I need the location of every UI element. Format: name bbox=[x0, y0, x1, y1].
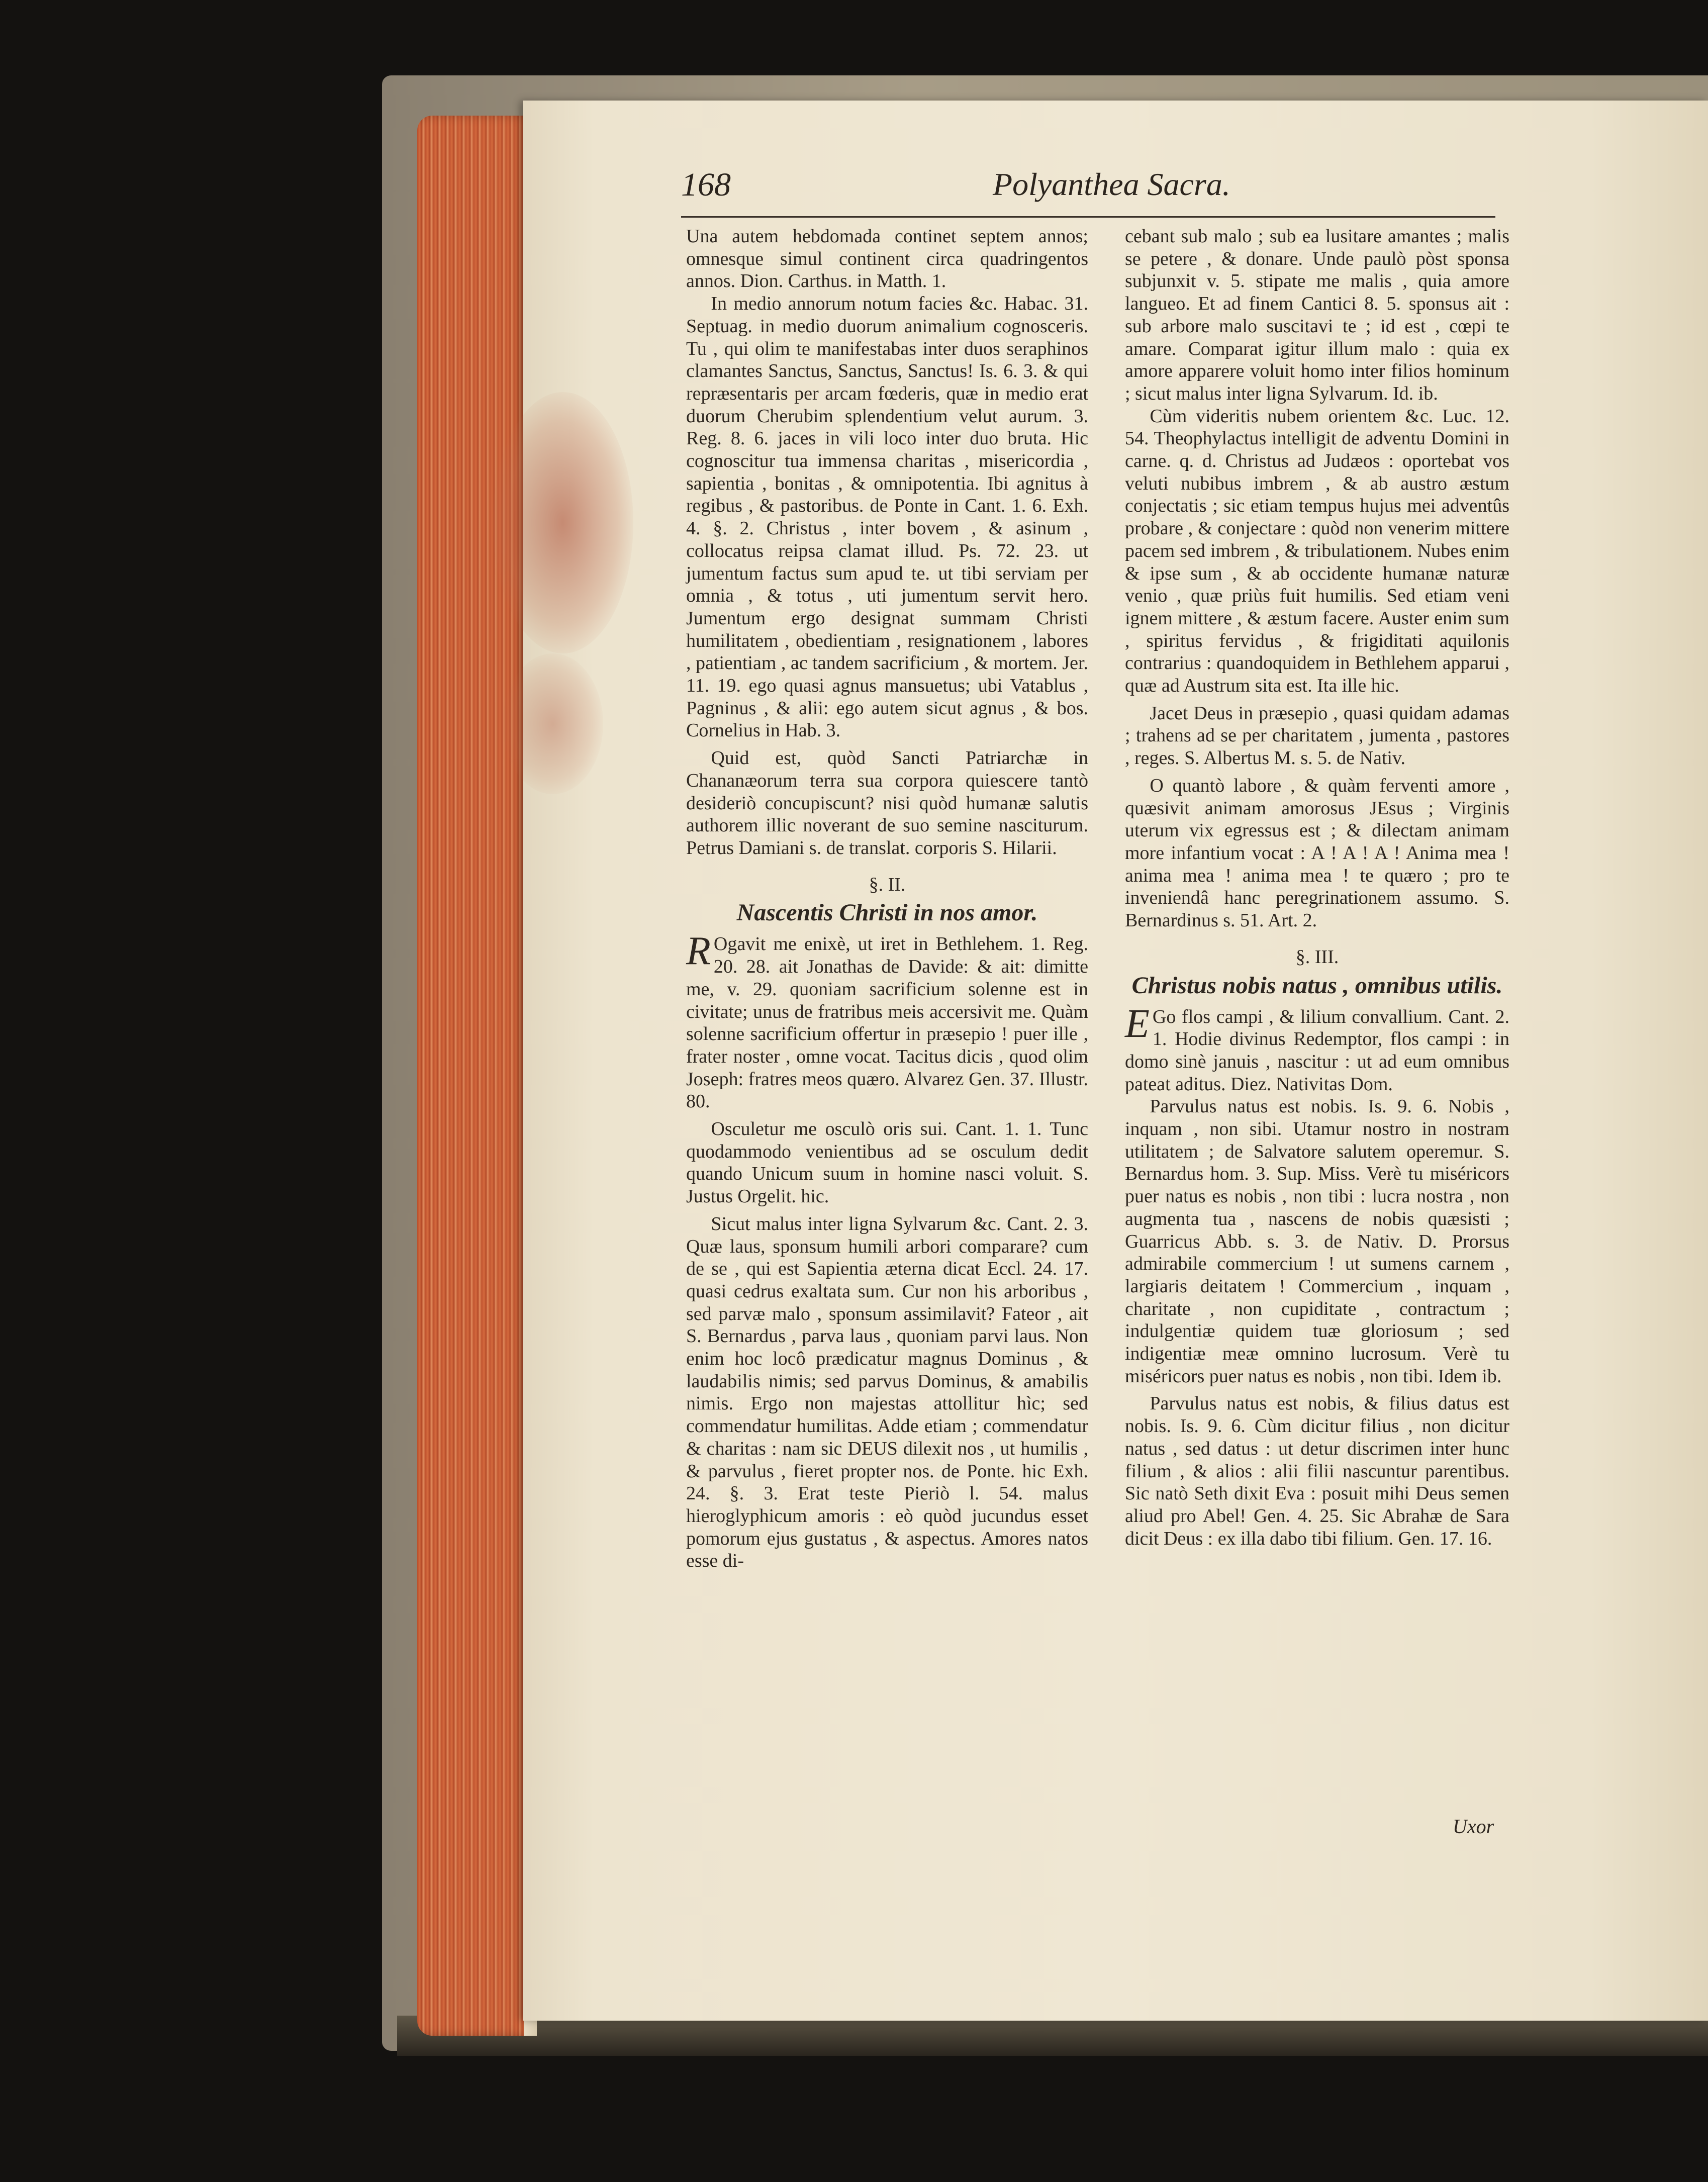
page-stain bbox=[503, 653, 603, 794]
left-column bbox=[686, 225, 1088, 1572]
running-head bbox=[681, 166, 1521, 214]
section-title: Christus nobis natus , omnibus utilis. bbox=[1131, 972, 1503, 999]
page-stain bbox=[493, 392, 633, 653]
paragraph: Osculetur me osculò oris sui. Cant. 1. 1. Tunc quodammodo venientibus ad se osculum dedit quando Unicum suum in homine nasci voluit. S. Justus Orgelit. hic. bbox=[686, 1118, 1088, 1207]
paragraph-text: Go flos campi , & lilium convallium. Cant. 2. 1. Hodie divinus Redemptor, flos campi : in domo sinè januis , nascitur : ut ad eum omnibus pateat aditus. Diez. Nativitas Dom. bbox=[1125, 1006, 1509, 1095]
section-title: Nascentis Christi in nos amor. bbox=[736, 899, 1038, 926]
drop-cap: E bbox=[1125, 1001, 1150, 1046]
paragraph: Cùm videritis nubem orientem &c. Luc. 12. 54. Theophylactus intelligit de adventu Domini in carne. q. d. Christus ad Judæos : oportebat vos veluti nubibus imbrem , & ab austro æstum conjectatis ; sic etiam tempus hujus mei adventûs probare , & conjectare : quòd non venerim mittere pacem sed imbrem , & tribulationem. Nubes enim & ipse sum , & ab occidente humanæ naturæ venio , quæ priùs fuit humilis. Sed etiam veni ignem mittere , & æstum facere. Auster enim sum , spiritus fervidus , & frigiditati aquilonis contrarius : quandoquidem in Bethlehem apparui , quæ ad Austrum sita est. Ita ille hic. bbox=[1125, 405, 1509, 697]
catchword: Uxor bbox=[1453, 1815, 1494, 1838]
section-number: §. III. bbox=[1295, 946, 1339, 968]
paragraph: Una autem hebdomada continet septem annos; omnesque simul continent circa quadringentos annos. Dion. Carthus. in Matth. 1. bbox=[686, 226, 1088, 292]
right-column bbox=[1125, 225, 1509, 1550]
section-number: §. II. bbox=[869, 874, 906, 895]
page-number: 168 bbox=[681, 166, 731, 203]
paragraph: Jacet Deus in præsepio , quasi quidam adamas ; trahens ad se per charitatem , jumenta , pastores , reges. S. Albertus M. s. 5. de Nativ. bbox=[1125, 702, 1509, 769]
drop-cap: R bbox=[686, 929, 711, 974]
paragraph: Parvulus natus est nobis, & filius datus est nobis. Is. 9. 6. Cùm dicitur filius , non dicitur natus , sed datus : ut detur discrimen inter hunc filium , & alios : alii filii nascuntur parentibus. Sic natò Seth dixit Eva : posuit mihi Deus semen aliud pro Abel! Gen. 4. 25. Sic Abrahæ de Sara dicit Deus : ex illa dabo tibi filium. Gen. 17. 16. bbox=[1125, 1393, 1509, 1549]
paragraph: Parvulus natus est nobis. Is. 9. 6. Nobis , inquam , non sibi. Utamur nostro in nostram utilitatem ; de Salvatore salutem operemur. S. Bernardus hom. 3. Sup. Miss. Verè tu miséricors puer natus es nobis , non tibi : lucra nostra , non augmenta tua , nascens de nobis quæsisti ; Guarricus Abb. s. 3. de Nativ. D. Prorsus admirabile commercium ! ut sumens carnem , largiaris deitatem ! Commercium , inquam , charitate , non cupiditate , contractum ; indulgentiæ quidem tuæ gloriosum ; sed indigentiæ meæ omnino lucrosum. Verè tu miséricors puer natus es nobis , non tibi. Idem ib. bbox=[1125, 1096, 1509, 1387]
header-rule bbox=[681, 216, 1495, 218]
paragraph: In medio annorum notum facies &c. Habac. 31. Septuag. in medio duorum animalium cognosceris. Tu , qui olim te manifestabas inter duos seraphinos clamantes Sanctus, Sanctus, Sanctus! Is. 6. 3. & qui repræsentaris per arcam fœderis, quæ in medio erat duorum Cherubim splendentium velut aurum. 3. Reg. 8. 6. jaces in vili loco inter duo bruta. Hic cognoscitur tua immensa charitas , misericordia , sapientia , bonitas , & omnipotentia. Ibi agnitus à regibus , & pastoribus. de Ponte in Cant. 1. 6. Exh. 4. §. 2. Christus , inter bovem , & asinum , collocatus reipsa clamat illud. Ps. 72. 23. ut jumentum factus sum apud te. ut tibi serviam per omnia , & totus , uti jumentum servit hero. Jumentum ergo designat summam Christi humilitatem , obedientiam , resignationem , labores , patientiam , ac tandem sacrificium , & mortem. Jer. 11. 19. ego quasi agnus mansuetus; ubi Vatablus , Pagninus , & alii: ego autem sicut agnus , & bos. Cornelius in Hab. 3. bbox=[686, 293, 1088, 741]
paragraph: Sicut malus inter ligna Sylvarum &c. Cant. 2. 3. Quæ laus, sponsum humili arbori comparare? cum de se , qui est Sapientia æterna dicat Eccl. 24. 17. quasi cedrus exaltata sum. Cur non his arboribus , sed parvæ malo , sponsum assimilavit? Fateor , ait S. Bernardus , parva laus , quoniam parvi laus. Non enim hoc locô prædicatur magnus Dominus , & laudabilis nimis; sed parvus Dominus, & amabilis nimis. Ergo non majestas attollitur hìc; sed commendatur humilitas. Adde etiam ; commendatur & charitas : nam sic DEUS dilexit nos , ut humilis , & parvulus , fieret propter nos. de Ponte. hic Exh. 24. §. 3. Erat teste Pieriò l. 54. malus hieroglyphicum amoris : eò quòd jucundus esset pomorum ejus gustatus , & aspectus. Amores natos esse di- bbox=[686, 1213, 1088, 1572]
running-title: Polyanthea Sacra. bbox=[993, 166, 1230, 202]
paragraph: O quantò labore , & quàm ferventi amore , quæsivit animam amorosus JEsus ; Virginis uterum vix egressus est ; & dilectam animam more infantium vocat : A ! A ! A ! Anima mea ! anima mea ! anima mea ! te quæro ; pro te inveniendâ hanc peregrinationem assumo. S. Bernardinus s. 51. Art. 2. bbox=[1125, 775, 1509, 931]
book-bottom-edge bbox=[397, 2016, 1708, 2056]
paragraph-with-initial bbox=[686, 929, 1088, 1113]
paragraph: Quid est, quòd Sancti Patriarchæ in Chananæorum terra sua corpora quiescere tantò desideriò concupiscunt? nisi quòd humanæ salutis authorem illic noverant de suo semine nasciturum. Petrus Damiani s. de translat. corporis S. Hilarii. bbox=[686, 747, 1088, 859]
paragraph-with-initial bbox=[1125, 1001, 1509, 1096]
paragraph: cebant sub malo ; sub ea lusitare amantes ; malis se petere , & donare. Unde paulò pòst sponsa subjunxit v. 5. stipate me malis , quia amore langueo. Et ad finem Cantici 8. 5. sponsus ait : sub arbore malo suscitavi te ; id est , cœpi te amare. Comparat igitur illum malo : quia ex amore apparere voluit homo inter filios hominum ; sicut malus inter ligna Sylvarum. Id. ib. bbox=[1125, 226, 1509, 404]
paragraph-text: Ogavit me enixè, ut iret in Bethlehem. 1. Reg. 20. 28. ait Jonathas de Davide: & ait: dimitte me, v. 29. quoniam sacrificium solenne est in civitate; unus de fratribus meis accersivit me. Quàm solenne sacrificium offertur in præsepio ! puer ille , frater noster , omne vocat. Tacitus dicis , quod olim Joseph: fratres meos quæro. Alvarez Gen. 37. Illustr. 80. bbox=[686, 933, 1088, 1112]
page-edges bbox=[417, 116, 533, 2036]
